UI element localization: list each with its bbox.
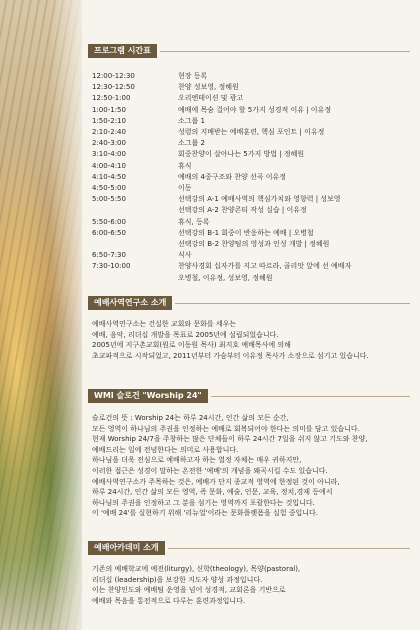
schedule-row — [92, 93, 410, 104]
schedule-time: 4:50-5:00 — [92, 184, 126, 193]
institute-line: 2005년에 지구촌교회(원로 이동원 목사) 최지호 예배목사에 의해 — [92, 341, 291, 350]
schedule-time — [92, 239, 178, 250]
schedule-time: 3:10-4:00 — [92, 150, 126, 159]
schedule-row — [92, 239, 410, 250]
institute-section-header — [88, 296, 410, 310]
institute-line: 예배사역연구소는 건실한 교회와 문화를 세우는 — [92, 320, 237, 328]
schedule-desc: 예배에 목숨 걸어야 할 5가지 성경적 이유 | 이유정 — [178, 105, 332, 114]
schedule-time: 6:00-6:50 — [92, 228, 126, 237]
schedule-time: 12:30-12:50 — [92, 83, 135, 92]
schedule-time: 2:40-3:00 — [92, 139, 126, 148]
divider-line — [168, 548, 410, 549]
schedule-time: 7:30-10:00 — [92, 262, 131, 271]
schedule-row — [92, 138, 410, 149]
slogan-text — [92, 413, 410, 519]
schedule-desc: 선택강의 A-2 찬양콘티 작성 실습 | 이유정 — [178, 206, 307, 215]
schedule-desc: 찬양 성보영, 정혜원 — [178, 83, 239, 92]
institute-line: 초교파적으로 시작되었고, 2011년부터 가슴부터 이유정 목사가 소장으로 섬기고 있습니다. — [92, 351, 369, 360]
schedule-row — [92, 149, 410, 160]
schedule-time: 5:50-6:00 — [92, 217, 126, 226]
schedule-row — [92, 183, 410, 194]
schedule-time: 12:00-12:30 — [92, 72, 135, 80]
schedule-time: 4:10-4:50 — [92, 172, 126, 181]
schedule-desc: 이동 — [178, 184, 192, 193]
schedule-row — [92, 127, 410, 138]
schedule-desc: 선택강의 B-1 회중이 반응하는 예배 | 오병철 — [178, 228, 314, 237]
schedule-time: 12:50-1:00 — [92, 94, 131, 103]
schedule-desc: 예배의 4중구조와 찬양 선곡 이유정 — [178, 172, 287, 181]
schedule-time: 1:00-1:50 — [92, 105, 126, 114]
slogan-line: 예배사역연구소가 주목하는 것은, 예배가 단지 종교적 영역에 한정된 것이 아니라, — [92, 477, 340, 486]
schedule-time: 5:00-5:50 — [92, 195, 126, 204]
institute-header-label: 예배사역연구소 소개 — [88, 296, 172, 310]
schedule-time: 6:50-7:30 — [92, 251, 126, 260]
academy-line: 예배와 목음을 통전적으로 다루는 훈련과정입니다. — [92, 596, 246, 605]
academy-text — [92, 564, 410, 606]
schedule-desc: 현장 등록 — [178, 72, 208, 80]
schedule-row — [92, 172, 410, 183]
schedule-row — [92, 250, 410, 261]
program-section-header — [88, 44, 410, 58]
schedule-row — [92, 273, 410, 284]
program-header-label: 프로그램 시간표 — [88, 44, 157, 58]
schedule-desc: 회중찬양이 살아나는 5가지 방법 | 정혜원 — [178, 150, 305, 159]
slogan-line: 현재 Worship 24/7을 주창하는 많은 단체들이 하루 24시간 7일을 쉬지 않고 기도와 찬양, — [92, 435, 368, 444]
schedule-row — [92, 116, 410, 127]
slogan-line: 모든 영역이 하나님의 주권을 인정하는 예배로 회복되어야 한다는 의미를 담고 있습니다. — [92, 424, 360, 433]
schedule-desc: 성령의 지배받는 예배훈련, 핵심 포인트 | 이유정 — [178, 128, 325, 137]
slogan-section-header — [88, 389, 410, 403]
institute-line: 예배, 음악, 리더십 개발을 목표로 2005년에 설립되었습니다. — [92, 330, 279, 339]
schedule-row — [92, 228, 410, 239]
schedule-desc: 찬양사경회 십자가를 지고 따르라, 골리앗 앞에 선 예배자 — [178, 262, 352, 271]
schedule-row — [92, 261, 410, 272]
slogan-line: 이러한 접근은 성경이 말하는 온전한 '예배'의 개념을 왜곡시킬 수도 있습니다. — [92, 466, 328, 475]
schedule-desc: 선택강의 B-2 찬양팀의 영성과 인성 개발 | 정혜원 — [178, 240, 330, 249]
schedule-time — [92, 273, 178, 284]
schedule-time: 1:50-2:10 — [92, 116, 126, 125]
academy-line: 리더십 (leadership)을 보강한 지도자 양성 과정입니다. — [92, 575, 263, 584]
schedule-desc: 휴식, 등록 — [178, 217, 210, 226]
academy-section-header — [88, 541, 410, 555]
academy-line: 이는 찬양인도와 예배팀 운영을 넘어 성경적, 교회론을 기반으로 — [92, 586, 286, 595]
divider-line — [160, 51, 410, 52]
schedule-row — [92, 161, 410, 172]
schedule-desc: 소그룹 2 — [178, 139, 205, 148]
schedule-time: 4:00-4:10 — [92, 161, 126, 170]
schedule-desc: 식사 — [178, 251, 192, 260]
institute-text — [92, 319, 410, 361]
divider-line — [211, 396, 410, 397]
schedule-row — [92, 82, 410, 93]
schedule-desc: 오병철, 이유정, 성보영, 정혜원 — [178, 273, 273, 282]
slogan-line: 하나님을 더욱 전심으로 예배하고자 하는 열정 자체는 매우 귀하지만, — [92, 456, 302, 465]
slogan-line: 예배드리는 일에 전념한다는 의미로 사용합니다. — [92, 445, 239, 454]
academy-header-label: 예배아카데미 소개 — [88, 541, 165, 555]
slogan-header-label: WMI 슬로건 "Worship 24" — [88, 389, 208, 403]
academy-line: 기존의 예배학교에 예전(liturgy), 신학(theology), 목양(pastoral), — [92, 565, 301, 573]
schedule-row — [92, 205, 410, 216]
divider-line — [175, 303, 410, 304]
schedule-row — [92, 105, 410, 116]
slogan-line: 이 '예배 24'를 실현하기 위해 '리뉴얼'이라는 문화플랫폼을 실험 중입니다. — [92, 509, 318, 518]
schedule-desc: 소그룹 1 — [178, 116, 205, 125]
schedule-row — [92, 194, 410, 205]
schedule-time: 2:10-2:40 — [92, 128, 126, 137]
schedule-table — [92, 71, 410, 284]
slogan-line: 슬로건의 뜻 : Worship 24는 하루 24시간, 인간 삶의 모든 순간, — [92, 414, 289, 422]
schedule-desc: 휴식 — [178, 161, 192, 170]
schedule-time — [92, 205, 178, 216]
photo-fade — [50, 0, 90, 630]
schedule-row — [92, 71, 410, 82]
schedule-row — [92, 217, 410, 228]
slogan-line: 하루 24시간, 인간 삶의 모든 영역, 즉 문화, 예술, 인문, 교육, 정치,경제 등에서 — [92, 488, 333, 497]
schedule-desc: 선택강의 A-1 예배사역의 핵심가치와 영향력 | 성보영 — [178, 195, 341, 204]
slogan-line: 하나님의 주권을 인정하고 그 분을 섬기는 영역까지 포괄한다는 것입니다. — [92, 498, 315, 507]
schedule-desc: 오리엔테이션 및 광고 — [178, 94, 244, 103]
